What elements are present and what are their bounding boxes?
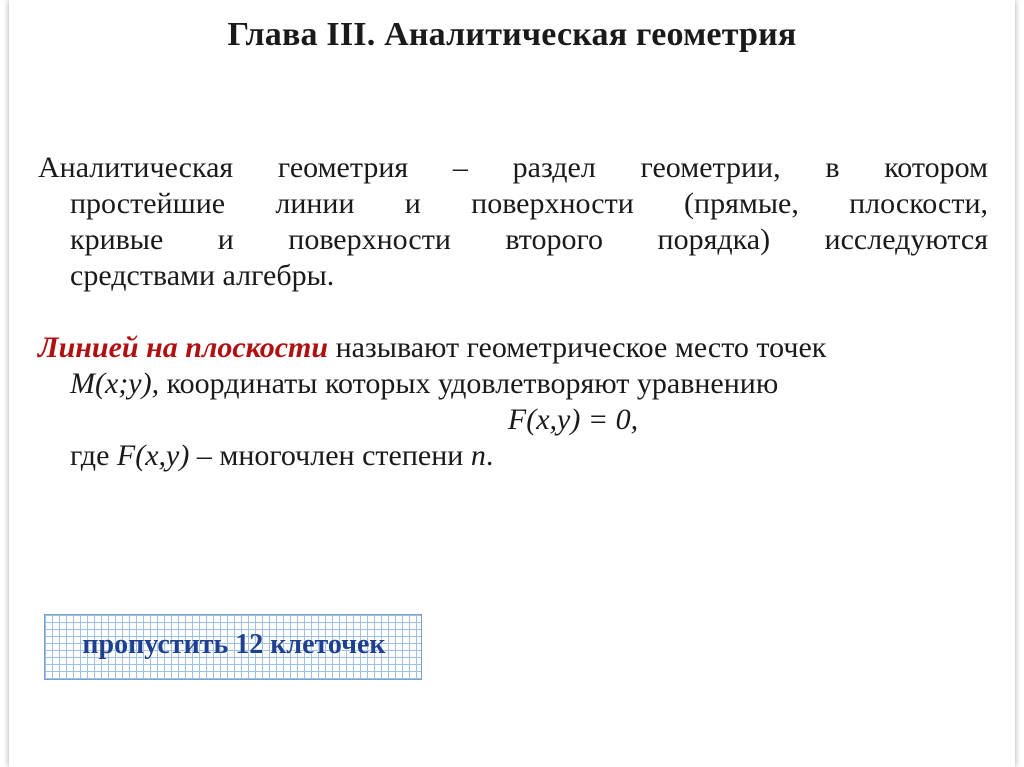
where-function: F(x,y) [116, 439, 190, 472]
line-definition-rest-2: координаты которых удовлетворяют уравнению [159, 367, 779, 400]
point-args: (x;y), [95, 367, 160, 400]
definition-line-3: кривые и поверхности второго порядка) исследуются [70, 223, 988, 256]
where-end: . [485, 439, 494, 472]
line-definition-row-4 [38, 438, 998, 474]
line-definition-rest-1: называют геометрическое место точек [328, 331, 827, 364]
definition-line-1: Аналитическая геометрия – раздел геометрии, в котором [38, 151, 988, 184]
equation: F(x,y) = 0, [507, 403, 639, 436]
definition-line-4: средствами алгебры. [70, 259, 335, 292]
slide-title: Глава III. Аналитическая геометрия [227, 16, 797, 53]
line-on-plane-definition [38, 330, 998, 474]
degree-n: n [470, 439, 486, 472]
where-prefix: где [70, 439, 117, 472]
skip-cells-label: пропустить 12 клеточек [82, 629, 386, 660]
line-definition-row-2 [38, 366, 998, 402]
term-line-on-plane: Линией на плоскости [38, 331, 329, 364]
where-rest: – многочлен степени [189, 439, 471, 472]
definition-line-2: простейшие линии и поверхности (прямые, плоскости, [70, 187, 988, 220]
analytic-geometry-definition [38, 150, 988, 294]
line-definition-row-1 [38, 330, 998, 366]
point-name: M [70, 367, 95, 400]
skip-cells-box [44, 614, 422, 680]
